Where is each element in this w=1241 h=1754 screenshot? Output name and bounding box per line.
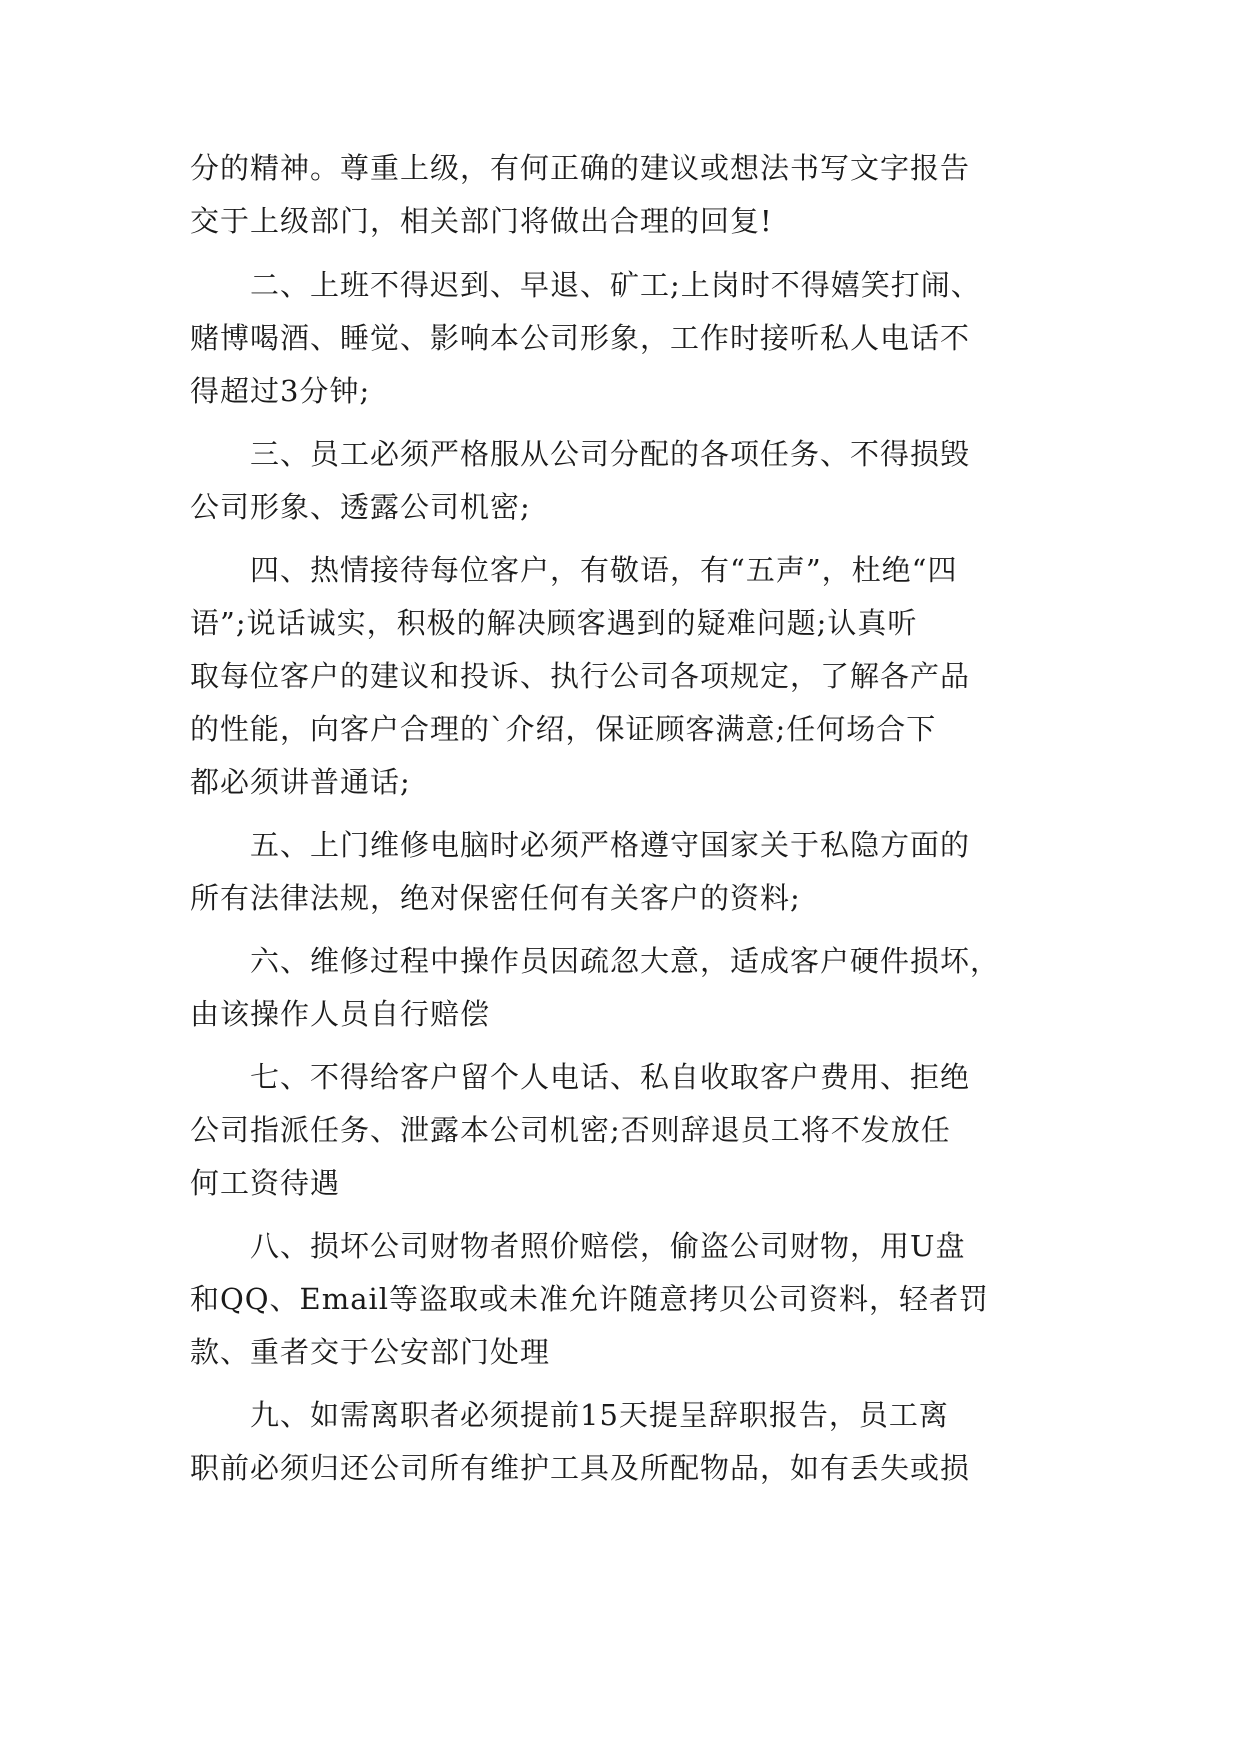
text-line: 八、损坏公司财物者照价赔偿，偷盗公司财物，用U盘 xyxy=(190,1229,966,1263)
text-line: 公司指派任务、泄露本公司机密;否则辞退员工将不发放任 xyxy=(190,1113,951,1147)
text-line: 语”;说话诚实，积极的解决顾客遇到的疑难问题;认真听 xyxy=(190,606,918,640)
text-line: 五、上门维修电脑时必须严格遵守国家关于私隐方面的 xyxy=(190,828,971,862)
text-line: 职前必须归还公司所有维护工具及所配物品，如有丢失或损 xyxy=(190,1451,971,1485)
text-line: 由该操作人员自行赔偿 xyxy=(190,997,491,1031)
text-line: 九、如需离职者必须提前15天提呈辞职报告，员工离 xyxy=(190,1398,949,1432)
text-line: 得超过3分钟; xyxy=(190,374,371,408)
text-line: 赌博喝酒、睡觉、影响本公司形象，工作时接听私人电话不 xyxy=(190,321,971,355)
text-line: 都必须讲普通话; xyxy=(190,765,411,799)
text-line: 款、重者交于公安部门处理 xyxy=(190,1335,551,1369)
text-line: 和QQ、Email等盗取或未准允许随意拷贝公司资料，轻者罚 xyxy=(190,1282,990,1316)
text-line: 取每位客户的建议和投诉、执行公司各项规定，了解各产品 xyxy=(190,659,971,693)
text-line: 公司形象、透露公司机密; xyxy=(190,490,531,524)
text-line: 四、热情接待每位客户，有敬语，有“五声”，杜绝“四 xyxy=(190,553,958,587)
text-line: 二、上班不得迟到、早退、矿工;上岗时不得嬉笑打闹、 xyxy=(190,268,981,302)
text-line: 所有法律法规，绝对保密任何有关客户的资料; xyxy=(190,881,801,915)
text-line: 三、员工必须严格服从公司分配的各项任务、不得损毁 xyxy=(190,437,971,471)
text-line: 交于上级部门，相关部门将做出合理的回复! xyxy=(190,204,773,238)
text-line: 六、维修过程中操作员因疏忽大意，适成客户硬件损坏， xyxy=(190,944,1001,978)
text-line: 七、不得给客户留个人电话、私自收取客户费用、拒绝 xyxy=(190,1060,971,1094)
text-line: 何工资待遇 xyxy=(190,1166,341,1200)
text-line: 的性能，向客户合理的`介绍，保证顾客满意;任何场合下 xyxy=(190,712,937,746)
text-line: 分的精神。尊重上级，有何正确的建议或想法书写文字报告 xyxy=(190,151,971,185)
